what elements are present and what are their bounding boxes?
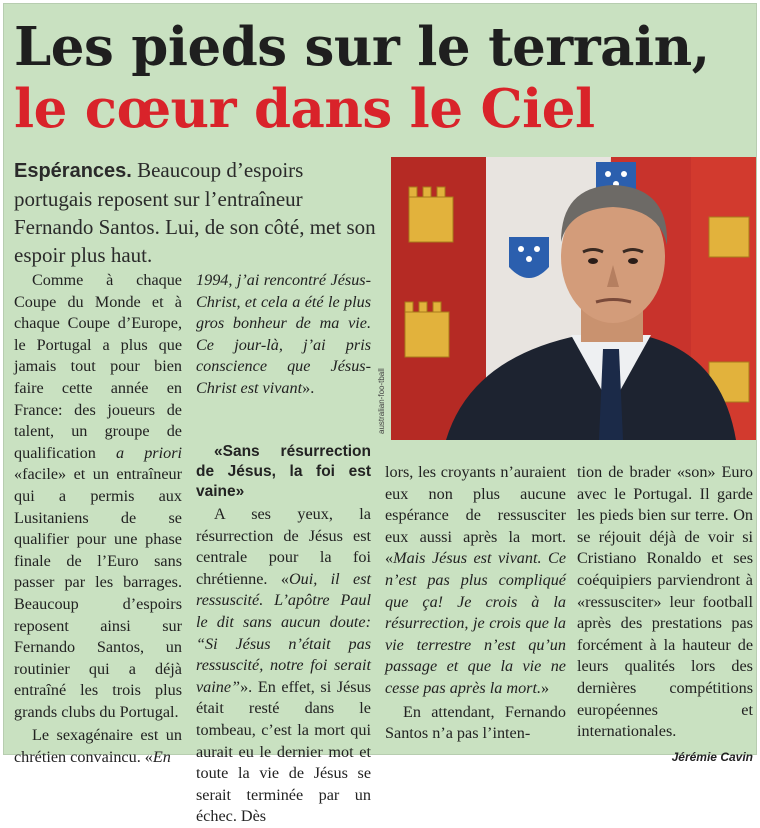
text: A ses yeux, la résurrection de Jésus est centrale pour la foi chrétienne. «: [196, 505, 371, 588]
paragraph: [577, 462, 753, 764]
quote-paragraph: [196, 270, 371, 400]
byline: Jérémie Cavin: [671, 749, 753, 764]
quote-text: Oui, il est ressuscité. L’apôtre Paul le dit sans aucun doute: “Si Jésus n’était pas ressuscité, notre foi serait vaine”: [196, 569, 372, 696]
article-column-4: [577, 462, 753, 768]
text-italic: a priori: [115, 443, 182, 462]
magazine-page: [3, 3, 757, 826]
lead-paragraph: [14, 156, 384, 269]
text: tion de brader «son» Euro avec le Portugal. Il garde les pieds bien sur terre. On se réjouit déjà de voir si Cristiano Ronaldo et ses coéquipiers parviendront à «ressusciter» leur football après des prestations pas forcément à la hauteur de leurs qualités lors des dernières compétitions européennes et internationales.: [577, 463, 753, 741]
quote-text: 1994, j’ai rencontré Jésus-Christ, et cela a été le plus gros bonheur de ma vie. Ce jour-là, j’ai pris conscience que Jésus-Christ est vivant: [196, 271, 371, 397]
portrait-photo: [391, 157, 756, 440]
headline: [14, 16, 754, 140]
text: Le sexagénaire est un chrétien convaincu. «: [14, 726, 182, 767]
text: ».: [302, 378, 315, 397]
lead-text: Beaucoup d’espoirs portugais reposent sur l’entraîneur Fernando Santos. Lui, de son côté, met son espoir plus haut.: [14, 158, 376, 267]
quote-text: Mais Jésus est vivant. Ce n’est pas plus compliqué que ça! Je crois à la résurrection, je crois que la vie terrestre n’est qu’un passage et que la vie ne cesse pas après la mort.: [385, 549, 566, 697]
paragraph: [385, 702, 566, 745]
headline-line-2: le cœur dans le Ciel: [14, 78, 595, 140]
article-column-2: [196, 270, 371, 400]
text: «facile» et un entraîneur qui a permis aux Lusitaniens de se qualifier pour une phase finale de l’Euro sans passer par les barrages. Beaucoup d’espoirs reposent ainsi sur Fernando Santos, un routinier qui a déjà entraîné les trois plus grands clubs du Portugal.: [14, 465, 182, 721]
text: lors, les croyants n’auraient eux non plus aucune espérance de ressusciter eux aussi après la mort. «: [385, 463, 566, 568]
paragraph: [196, 504, 371, 828]
text-italic: En: [152, 748, 171, 767]
article-column-1: [14, 270, 182, 769]
text: »: [541, 678, 550, 697]
article-column-2-lower: [196, 442, 371, 828]
portrait-photo-icon: [391, 157, 756, 440]
paragraph: [14, 725, 182, 768]
lead-kicker: Espérances.: [14, 160, 132, 182]
text: Comme à chaque Coupe du Monde et à chaque Coupe d’Europe, le Portugal a plus que jamais tout pour bien faire cette année en France: des joueurs de talent, un groupe de qualification: [14, 271, 182, 462]
photo-credit: australian-foo-tball: [377, 368, 386, 434]
headline-line-1: Les pieds sur le terrain,: [14, 16, 710, 78]
subheading: «Sans résurrection de Jésus, la foi est vaine»: [196, 443, 371, 500]
article-column-3: [385, 462, 566, 745]
text: ». En effet, si Jésus était resté dans le tombeau, c’est la mort qui aurait eu le dernier mot et toute la vie de Jésus se serait terminée par un échec. Dès: [196, 677, 371, 826]
paragraph: [385, 462, 566, 700]
paragraph: [14, 270, 182, 723]
text: En attendant, Fernando Santos n’a pas l’inten-: [385, 702, 566, 743]
